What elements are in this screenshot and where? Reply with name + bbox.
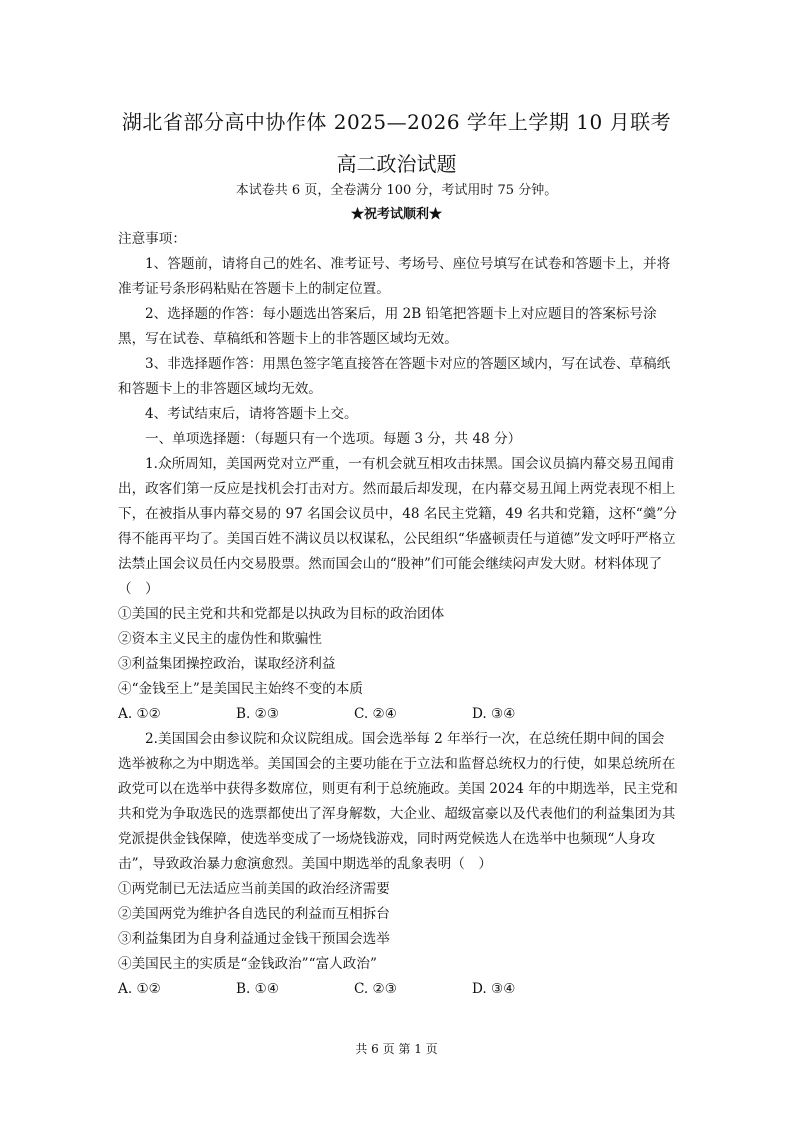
question-2-option-d: D. ③④	[472, 981, 516, 997]
question-1-option-c: C. ②④	[354, 706, 397, 722]
exam-info: 本试卷共 6 页，全卷满分 100 分，考试用时 75 分钟。	[235, 183, 558, 198]
page-footer: 共 6 页 第 1 页	[355, 1042, 438, 1056]
notes-heading: 注意事项：	[118, 231, 186, 247]
exam-title: 湖北省部分高中协作体 2025—2026 学年上学期 10 月联考	[121, 110, 672, 134]
note-item-3: 3、非选择题作答：用黑色签字笔直接答在答题卡对应的答题区域内，写在试卷、草稿纸和答题卡上的非答题区域均无效。	[118, 356, 671, 397]
question-1-options	[118, 702, 678, 727]
note-item-4: 4、考试结束后，请将答题卡上交。	[145, 406, 358, 422]
question-2-statement-3: ③利益集团为自身利益通过金钱干预国会选举	[118, 931, 390, 947]
question-2-option-b: B. ①④	[236, 981, 280, 997]
note-item-2: 2、选择题的作答：每小题选出答案后，用 2B 铅笔把答题卡上对应题目的答案标号涂黑，写在试卷、草稿纸和答题卡上的非答题区域均无效。	[118, 306, 657, 347]
section-heading: 一、单项选择题：（每题只有一个选项。每题 3 分，共 48 分）	[145, 431, 522, 447]
question-1-option-d: D. ③④	[472, 706, 516, 722]
question-1-stem: 1.众所周知，美国两党对立严重，一有机会就互相攻击抹黑。国会议员搞内幕交易丑闻甫出，政客们第一反应是找机会打击对方。然而最后却发现，在内幕交易丑闻上两党表现不相上下，在被指从事内幕交易的 97 名国会议员中，48 名民主党籍，49 名共和党籍，这杯“羹”分得不能再平均了。美国百姓不满议员以权谋私，公民组织“华盛顿责任与道德”发文呼吁严格立法禁止国会议员任内交易股票。然而国会山的“股神”们可能会继续闷声发大财。材料体现了（ ）	[118, 456, 677, 597]
question-2-statement-2: ②美国两党为维护各自选民的利益而互相拆台	[118, 906, 390, 922]
note-item-1: 1、答题前，请将自己的姓名、准考证号、考场号、座位号填写在试卷和答题卡上，并将准考证号条形码粘贴在答题卡上的制定位置。	[118, 256, 671, 297]
exam-wish: ★祝考试顺利★	[350, 207, 442, 222]
exam-subtitle: 高二政治试题	[336, 152, 457, 176]
question-2-statement-1: ①两党制已无法适应当前美国的政治经济需要	[118, 881, 390, 897]
question-2-options	[118, 977, 678, 1002]
question-2-option-a: A. ①②	[118, 981, 161, 997]
question-1-option-b: B. ②③	[236, 706, 280, 722]
exam-body	[118, 227, 678, 1002]
question-1-statement-4: ④“金钱至上”是美国民主始终不变的本质	[118, 681, 363, 697]
question-2-statement-4: ④美国民主的实质是“金钱政治”“富人政治”	[118, 956, 377, 972]
question-2-stem: 2.美国国会由参议院和众议院组成。国会选举每 2 年举行一次，在总统任期中间的国会选举被称之为中期选举。美国国会的主要功能在于立法和监督总统权力的行使，如果总统所在政党可以在选举中获得多数席位，则更有利于总统施政。美国 2024 年的中期选举，民主党和共和党为争取选民的选票都使出了浑身解数，大企业、超级富豪以及代表他们的利益集团为其党派提供金钱保障，使选举变成了一场烧钱游戏，同时两党候选人在选举中也频现“人身攻击”，导致政治暴力愈演愈烈。美国中期选举的乱象表明（ ）	[118, 731, 678, 872]
question-1-option-a: A. ①②	[118, 706, 161, 722]
question-1-statement-3: ③利益集团操控政治，谋取经济利益	[118, 656, 336, 672]
question-2-option-c: C. ②③	[354, 981, 397, 997]
question-1-statement-1: ①美国的民主党和共和党都是以执政为目标的政治团体	[118, 606, 445, 622]
question-1-statement-2: ②资本主义民主的虚伪性和欺骗性	[118, 631, 322, 647]
